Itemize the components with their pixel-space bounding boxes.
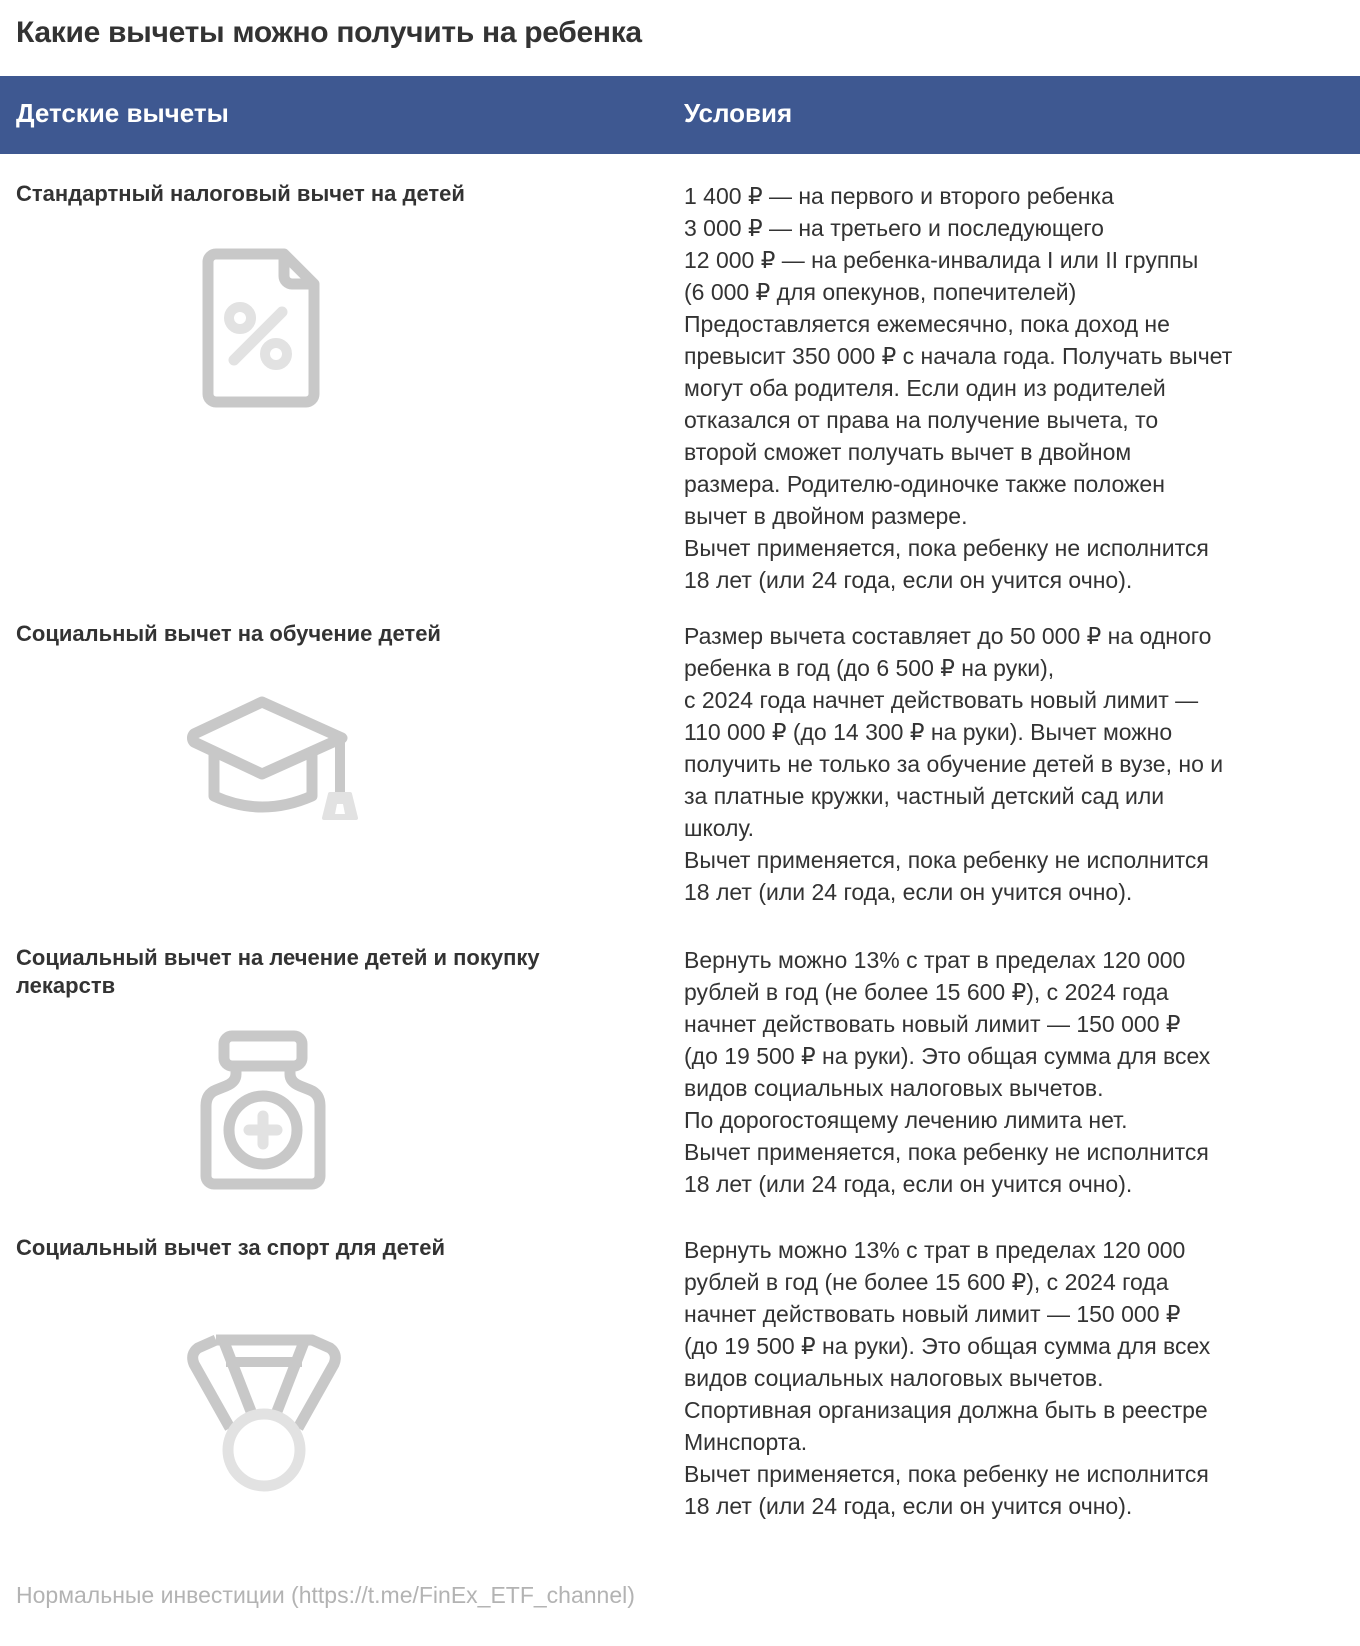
page-title: Какие вычеты можно получить на ребенка xyxy=(16,16,642,49)
column-header-deductions: Детские вычеты xyxy=(16,98,229,128)
deduction-name: Стандартный налоговый вычет на детей xyxy=(16,181,465,206)
deduction-name: Социальный вычет на обучение детей xyxy=(16,621,441,646)
deduction-name: Социальный вычет на лечение детей и покупку лекарств xyxy=(16,945,540,998)
document-percent-icon xyxy=(202,248,320,408)
table-row-medical-deduction xyxy=(0,940,1360,1200)
table-row-sport-deduction xyxy=(0,1230,1360,1550)
deduction-conditions: Вернуть можно 13% с трат в пределах 120 000 рублей в год (не более 15 600 ₽), с 2024 года начнет действовать новый лимит — 150 000 ₽ (до 19 500 ₽ на руки). Это общая сумма для всех видов социальных налоговых вычетов. По дорогостоящему лечению лимита нет. Вычет применяется, пока ребенку не исполнится 18 лет (или 24 года, если он учится очно). xyxy=(684,947,1211,1197)
table-row-education-deduction xyxy=(0,616,1360,916)
deduction-conditions: 1 400 ₽ — на первого и второго ребенка 3 000 ₽ — на третьего и последующего 12 000 ₽ — на ребенка-инвалида I или II группы (6 000 ₽ для опекунов, попечителей) Предоставляется ежемесячно, пока доход не превысит 350 000 ₽ с начала года. Получать вычет могут оба родителя. Если один из родителей отказался от права на получение вычета, то второй сможет получать вычет в двойном размера. Родителю-одиночке также положен вычет в двойном размере. Вычет применяется, пока ребенку не исполнится 18 лет (или 24 года, если он учится очно). xyxy=(684,183,1233,593)
source-footer: Нормальные инвестиции (https://t.me/FinEx_ETF_channel) xyxy=(16,1582,635,1608)
table-header xyxy=(0,76,1360,154)
medal-icon xyxy=(186,1332,342,1492)
deduction-conditions: Вернуть можно 13% с трат в пределах 120 000 рублей в год (не более 15 600 ₽), с 2024 года начнет действовать новый лимит — 150 000 ₽ (до 19 500 ₽ на руки). Это общая сумма для всех видов социальных налоговых вычетов. Спортивная организация должна быть в реестре Минспорта. Вычет применяется, пока ребенку не исполнится 18 лет (или 24 года, если он учится очно). xyxy=(684,1237,1211,1519)
graduation-cap-icon xyxy=(184,696,360,824)
deduction-conditions: Размер вычета составляет до 50 000 ₽ на одного ребенка в год (до 6 500 ₽ на руки), с 2024 года начнет действовать новый лимит — 110 000 ₽ (до 14 300 ₽ на руки). Вычет можно получить не только за обучение детей в вузе, но и за платные кружки, частный детский сад или школу. Вычет применяется, пока ребенку не исполнится 18 лет (или 24 года, если он учится очно). xyxy=(684,623,1224,905)
deduction-name: Социальный вычет за спорт для детей xyxy=(16,1235,446,1260)
table-row-standard-deduction xyxy=(0,176,1360,596)
medicine-bottle-icon xyxy=(200,1030,326,1190)
column-header-conditions: Условия xyxy=(684,98,793,128)
